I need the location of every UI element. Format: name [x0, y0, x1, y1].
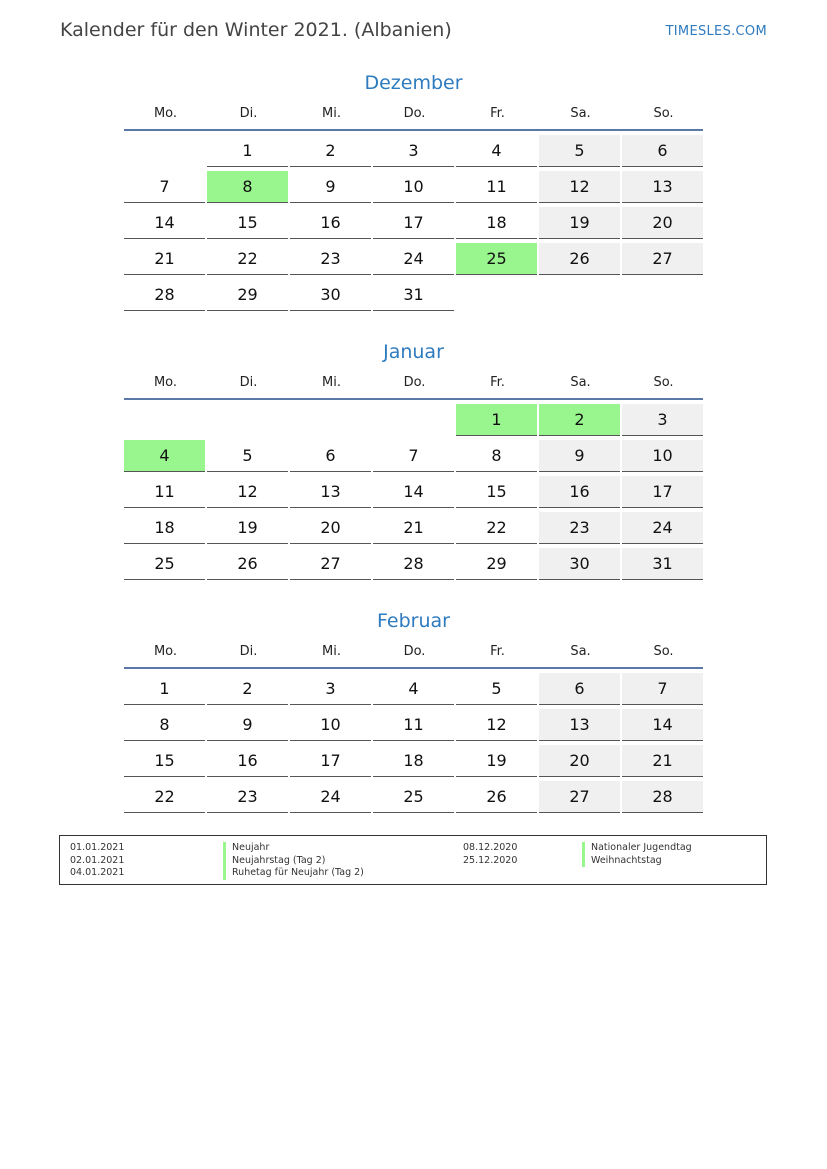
day-number: 10 — [290, 709, 371, 741]
day-cell — [207, 781, 290, 817]
empty-day — [373, 404, 454, 436]
day-number: 19 — [539, 207, 620, 239]
day-number: 12 — [539, 171, 620, 203]
day-number: 31 — [622, 548, 703, 580]
day-number: 26 — [207, 548, 288, 580]
day-number: 16 — [207, 745, 288, 777]
day-cell — [373, 476, 456, 512]
day-number: 23 — [539, 512, 620, 544]
day-number: 19 — [207, 512, 288, 544]
day-number: 24 — [290, 781, 371, 813]
weekday-label: Di. — [239, 375, 258, 390]
week-row — [124, 781, 703, 817]
day-number: 10 — [373, 171, 454, 203]
day-number: 28 — [373, 548, 454, 580]
day-cell — [456, 548, 539, 584]
week-row — [124, 135, 703, 171]
day-cell — [622, 279, 705, 315]
day-cell — [373, 673, 456, 709]
day-number: 10 — [622, 440, 703, 472]
day-cell — [456, 512, 539, 548]
day-cell — [207, 171, 290, 207]
day-cell — [290, 709, 373, 745]
day-number: 3 — [373, 135, 454, 167]
day-number: 1 — [124, 673, 205, 705]
day-cell — [207, 440, 290, 476]
day-number: 4 — [456, 135, 537, 167]
weekday-label: Do. — [403, 106, 426, 121]
day-number: 23 — [290, 243, 371, 275]
day-cell — [622, 440, 705, 476]
legend-holiday-name: Weihnachtstag — [582, 855, 692, 868]
day-number: 22 — [456, 512, 537, 544]
day-number: 6 — [290, 440, 371, 472]
day-cell — [373, 512, 456, 548]
day-number: 9 — [290, 171, 371, 203]
day-cell — [207, 207, 290, 243]
legend-holiday-name: Neujahr — [223, 842, 364, 855]
day-number: 14 — [124, 207, 205, 239]
day-number: 3 — [622, 404, 703, 436]
day-cell — [124, 512, 207, 548]
day-cell — [290, 207, 373, 243]
day-cell — [539, 404, 622, 440]
day-cell — [207, 548, 290, 584]
month-2 — [124, 607, 703, 817]
day-number: 9 — [207, 709, 288, 741]
day-cell — [539, 171, 622, 207]
week-row — [124, 673, 703, 709]
day-cell — [622, 745, 705, 781]
day-cell — [290, 171, 373, 207]
day-number: 12 — [207, 476, 288, 508]
day-cell — [207, 476, 290, 512]
day-number: 15 — [456, 476, 537, 508]
day-number: 20 — [539, 745, 620, 777]
legend-date: 01.01.2021 — [70, 842, 125, 853]
day-cell — [539, 207, 622, 243]
day-number: 28 — [124, 279, 205, 311]
day-cell — [207, 135, 290, 171]
day-cell — [373, 207, 456, 243]
day-cell — [622, 548, 705, 584]
day-number: 21 — [124, 243, 205, 275]
day-number: 5 — [539, 135, 620, 167]
day-cell — [456, 135, 539, 171]
legend-date: 04.01.2021 — [70, 867, 125, 878]
day-number: 8 — [207, 171, 288, 203]
day-cell — [207, 404, 290, 440]
legend-date: 08.12.2020 — [463, 842, 518, 853]
day-cell — [456, 171, 539, 207]
day-number: 1 — [207, 135, 288, 167]
day-number: 21 — [373, 512, 454, 544]
legend-date: 02.01.2021 — [70, 854, 125, 866]
month-title: Dezember — [364, 72, 463, 94]
day-cell — [207, 709, 290, 745]
day-number: 24 — [373, 243, 454, 275]
day-number: 9 — [539, 440, 620, 472]
day-number: 2 — [539, 404, 620, 436]
day-cell — [539, 709, 622, 745]
day-number: 25 — [456, 243, 537, 275]
day-number: 8 — [124, 709, 205, 741]
day-number: 6 — [622, 135, 703, 167]
day-number: 27 — [290, 548, 371, 580]
day-number: 6 — [539, 673, 620, 705]
day-cell — [124, 673, 207, 709]
day-cell — [456, 673, 539, 709]
day-cell — [373, 781, 456, 817]
day-number: 3 — [290, 673, 371, 705]
day-number: 12 — [456, 709, 537, 741]
day-number: 26 — [456, 781, 537, 813]
week-row — [124, 512, 703, 548]
day-cell — [622, 207, 705, 243]
day-number: 22 — [124, 781, 205, 813]
legend-date: 25.12.2020 — [463, 854, 518, 866]
day-number: 28 — [622, 781, 703, 813]
day-number: 14 — [622, 709, 703, 741]
day-cell — [124, 548, 207, 584]
weekday-label: Mi. — [322, 106, 341, 121]
day-cell — [539, 745, 622, 781]
empty-day — [290, 404, 371, 436]
month-0 — [124, 69, 703, 315]
day-number: 13 — [539, 709, 620, 741]
legend-holiday-name: Nationaler Jugendtag — [582, 842, 692, 855]
day-cell — [456, 207, 539, 243]
day-cell — [373, 404, 456, 440]
day-number: 2 — [290, 135, 371, 167]
page-title: Kalender für den Winter 2021. (Albanien) — [60, 19, 452, 41]
day-cell — [456, 404, 539, 440]
day-cell — [290, 512, 373, 548]
day-number: 7 — [124, 171, 205, 203]
day-cell — [539, 440, 622, 476]
weekday-label: So. — [653, 106, 674, 121]
weekday-label: Sa. — [570, 375, 591, 390]
day-cell — [456, 709, 539, 745]
day-cell — [456, 279, 539, 315]
day-cell — [539, 243, 622, 279]
weekday-label: Do. — [403, 644, 426, 659]
header-rule — [124, 129, 703, 131]
legend-right-names — [582, 842, 692, 867]
day-number: 31 — [373, 279, 454, 311]
day-number: 16 — [290, 207, 371, 239]
day-cell — [456, 745, 539, 781]
day-cell — [539, 673, 622, 709]
day-cell — [373, 709, 456, 745]
day-cell — [539, 548, 622, 584]
day-cell — [622, 512, 705, 548]
day-cell — [124, 171, 207, 207]
empty-day — [124, 404, 205, 436]
day-cell — [207, 745, 290, 781]
legend-holiday-name: Neujahrstag (Tag 2) — [223, 855, 364, 868]
day-number: 4 — [124, 440, 205, 472]
day-cell — [622, 781, 705, 817]
day-cell — [373, 745, 456, 781]
day-number: 11 — [124, 476, 205, 508]
day-cell — [622, 476, 705, 512]
site-link[interactable]: TIMESLES.COM — [665, 24, 767, 39]
day-cell — [456, 440, 539, 476]
day-cell — [124, 440, 207, 476]
day-cell — [290, 673, 373, 709]
day-cell — [207, 512, 290, 548]
day-number: 27 — [539, 781, 620, 813]
day-number: 22 — [207, 243, 288, 275]
day-number: 7 — [373, 440, 454, 472]
weekday-label: So. — [653, 375, 674, 390]
day-cell — [622, 243, 705, 279]
day-cell — [373, 440, 456, 476]
day-cell — [290, 440, 373, 476]
day-number: 15 — [207, 207, 288, 239]
day-number: 13 — [290, 476, 371, 508]
day-number: 5 — [207, 440, 288, 472]
weeks — [124, 404, 703, 584]
day-cell — [622, 135, 705, 171]
day-cell — [207, 673, 290, 709]
day-number: 26 — [539, 243, 620, 275]
weekday-label: Mo. — [153, 644, 178, 659]
day-cell — [124, 745, 207, 781]
day-number: 18 — [373, 745, 454, 777]
day-cell — [456, 476, 539, 512]
empty-day — [539, 279, 620, 311]
day-cell — [539, 135, 622, 171]
day-number: 25 — [124, 548, 205, 580]
weekday-label: Do. — [403, 375, 426, 390]
weekday-label: Sa. — [570, 106, 591, 121]
day-number: 7 — [622, 673, 703, 705]
weekday-label: Mi. — [322, 644, 341, 659]
day-cell — [622, 404, 705, 440]
day-number: 20 — [290, 512, 371, 544]
day-number: 27 — [622, 243, 703, 275]
holiday-legend — [59, 835, 767, 885]
week-row — [124, 709, 703, 745]
weekday-label: Fr. — [490, 375, 505, 390]
header-rule — [124, 667, 703, 669]
day-number: 20 — [622, 207, 703, 239]
day-number: 21 — [622, 745, 703, 777]
day-number: 13 — [622, 171, 703, 203]
day-cell — [373, 548, 456, 584]
weekday-label: Sa. — [570, 644, 591, 659]
day-cell — [124, 207, 207, 243]
weekday-header — [124, 372, 703, 394]
weekday-label: So. — [653, 644, 674, 659]
day-cell — [622, 673, 705, 709]
legend-right-dates — [463, 842, 517, 867]
day-cell — [290, 745, 373, 781]
day-cell — [207, 243, 290, 279]
empty-day — [124, 135, 205, 167]
day-number: 11 — [373, 709, 454, 741]
week-row — [124, 476, 703, 512]
month-1 — [124, 338, 703, 584]
weeks — [124, 673, 703, 817]
weekday-header — [124, 103, 703, 125]
day-cell — [456, 243, 539, 279]
day-cell — [539, 476, 622, 512]
day-cell — [290, 404, 373, 440]
day-cell — [539, 781, 622, 817]
day-number: 2 — [207, 673, 288, 705]
weekday-label: Di. — [239, 106, 258, 121]
day-number: 29 — [456, 548, 537, 580]
day-cell — [373, 171, 456, 207]
day-number: 17 — [373, 207, 454, 239]
legend-left-names — [223, 842, 364, 880]
day-number: 25 — [373, 781, 454, 813]
day-cell — [207, 279, 290, 315]
day-number: 8 — [456, 440, 537, 472]
day-cell — [373, 243, 456, 279]
day-cell — [290, 781, 373, 817]
day-number: 5 — [456, 673, 537, 705]
day-cell — [124, 404, 207, 440]
weekday-label: Fr. — [490, 106, 505, 121]
day-number: 11 — [456, 171, 537, 203]
day-cell — [124, 279, 207, 315]
empty-day — [207, 404, 288, 436]
day-cell — [290, 135, 373, 171]
day-number: 15 — [124, 745, 205, 777]
empty-day — [622, 279, 703, 311]
day-cell — [373, 279, 456, 315]
day-number: 17 — [622, 476, 703, 508]
header-rule — [124, 398, 703, 400]
day-cell — [622, 709, 705, 745]
weekday-label: Mo. — [153, 106, 178, 121]
week-row — [124, 243, 703, 279]
weekday-label: Fr. — [490, 644, 505, 659]
day-number: 29 — [207, 279, 288, 311]
weeks — [124, 135, 703, 315]
weekday-header — [124, 641, 703, 663]
weekday-label: Di. — [239, 644, 258, 659]
day-number: 23 — [207, 781, 288, 813]
legend-left-dates — [70, 842, 124, 880]
day-cell — [124, 709, 207, 745]
week-row — [124, 171, 703, 207]
day-cell — [124, 135, 207, 171]
week-row — [124, 207, 703, 243]
day-number: 24 — [622, 512, 703, 544]
week-row — [124, 440, 703, 476]
empty-day — [456, 279, 537, 311]
day-number: 16 — [539, 476, 620, 508]
day-number: 30 — [290, 279, 371, 311]
weekday-label: Mi. — [322, 375, 341, 390]
day-cell — [622, 171, 705, 207]
day-cell — [290, 243, 373, 279]
day-number: 17 — [290, 745, 371, 777]
weekday-label: Mo. — [153, 375, 178, 390]
legend-holiday-name: Ruhetag für Neujahr (Tag 2) — [223, 867, 364, 880]
week-row — [124, 745, 703, 781]
day-cell — [539, 279, 622, 315]
day-number: 18 — [456, 207, 537, 239]
day-cell — [290, 476, 373, 512]
day-cell — [124, 476, 207, 512]
day-number: 18 — [124, 512, 205, 544]
day-cell — [124, 243, 207, 279]
day-cell — [124, 781, 207, 817]
day-number: 14 — [373, 476, 454, 508]
day-cell — [456, 781, 539, 817]
week-row — [124, 404, 703, 440]
month-title: Januar — [383, 341, 444, 363]
month-title: Februar — [377, 610, 450, 632]
day-number: 1 — [456, 404, 537, 436]
day-cell — [373, 135, 456, 171]
day-cell — [539, 512, 622, 548]
day-number: 4 — [373, 673, 454, 705]
week-row — [124, 548, 703, 584]
day-number: 30 — [539, 548, 620, 580]
day-number: 19 — [456, 745, 537, 777]
day-cell — [290, 279, 373, 315]
day-cell — [290, 548, 373, 584]
week-row — [124, 279, 703, 315]
